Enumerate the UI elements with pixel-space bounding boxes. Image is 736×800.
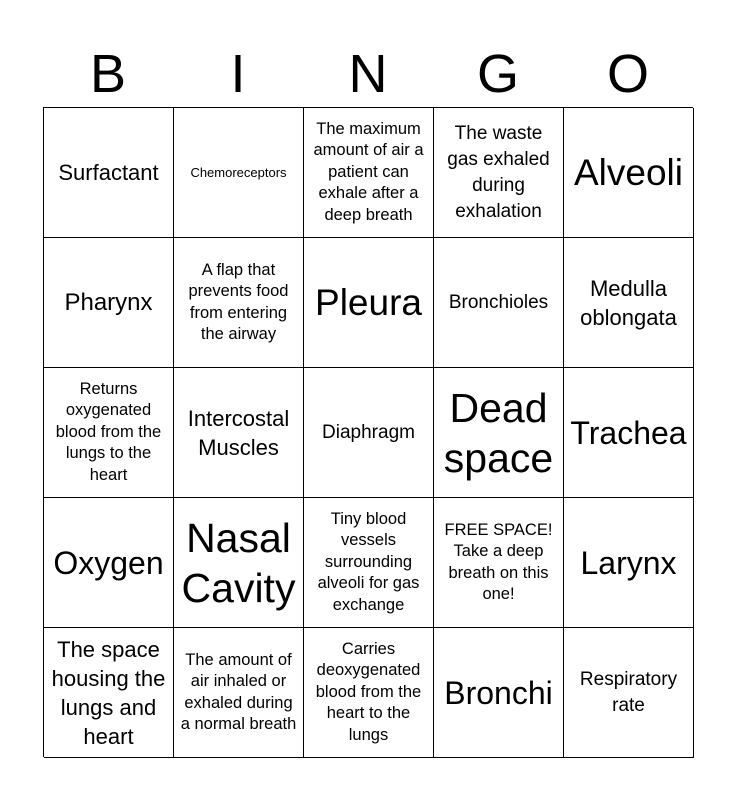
bingo-cell-r2-c0[interactable]	[44, 368, 174, 498]
cell-text: Diaphragm	[322, 421, 415, 443]
cell-text: The amount of air inhaled or exhaled during a normal breath	[180, 650, 297, 733]
header-letter-i: I	[230, 44, 246, 104]
bingo-card-grid	[43, 107, 693, 757]
bingo-cell-r0-c3[interactable]	[434, 108, 564, 238]
bingo-cell-r2-c1[interactable]	[174, 368, 304, 498]
bingo-cell-r3-c2[interactable]	[304, 498, 434, 628]
cell-text: Pleura	[315, 282, 422, 323]
bingo-cell-r0-c0[interactable]	[44, 108, 174, 238]
cell-text: Tiny blood vessels surrounding alveoli for gas exchange	[317, 509, 420, 614]
bingo-cell-r2-c2[interactable]	[304, 368, 434, 498]
cell-text: Respiratory rate	[579, 668, 678, 716]
bingo-cell-r4-c4[interactable]	[564, 628, 694, 758]
cell-text: Returns oxygenated blood from the lungs to the heart	[55, 379, 162, 484]
header-letter-b: B	[89, 44, 127, 104]
bingo-cell-r1-c3[interactable]	[434, 238, 564, 368]
cell-text: The maximum amount of air a patient can exhale after a deep breath	[313, 119, 424, 224]
cell-text: Carries deoxygenated blood from the heart to the lungs	[315, 639, 422, 744]
bingo-cell-r1-c4[interactable]	[564, 238, 694, 368]
cell-text: The waste gas exhaled during exhalation	[447, 122, 550, 222]
bingo-cell-r1-c1[interactable]	[174, 238, 304, 368]
cell-text: Bronchi	[444, 674, 553, 711]
bingo-cell-r1-c2[interactable]	[304, 238, 434, 368]
bingo-cell-r3-c4[interactable]	[564, 498, 694, 628]
bingo-cell-r2-c4[interactable]	[564, 368, 694, 498]
cell-text: Nasal Cavity	[181, 514, 296, 611]
cell-text: FREE SPACE! Take a deep breath on this one!	[444, 520, 553, 603]
cell-text: Surfactant	[58, 160, 159, 185]
bingo-cell-r4-c1[interactable]	[174, 628, 304, 758]
header-letter-o: O	[606, 44, 649, 104]
cell-text: Trachea	[570, 414, 687, 451]
header-letter-n: N	[348, 44, 388, 104]
bingo-cell-r2-c3[interactable]	[434, 368, 564, 498]
cell-text: The space housing the lungs and heart	[51, 636, 166, 749]
cell-text: Larynx	[580, 544, 677, 581]
bingo-cell-r4-c0[interactable]	[44, 628, 174, 758]
free-space-cell[interactable]	[434, 498, 564, 628]
cell-text: Dead space	[443, 384, 554, 481]
cell-text: Alveoli	[574, 152, 683, 193]
cell-text: Intercostal Muscles	[187, 405, 290, 460]
bingo-cell-r0-c2[interactable]	[304, 108, 434, 238]
bingo-header	[43, 40, 693, 108]
cell-text: A flap that prevents food from entering the airway	[188, 260, 289, 343]
bingo-cell-r0-c4[interactable]	[564, 108, 694, 238]
cell-text: Pharynx	[64, 288, 153, 316]
cell-text: Oxygen	[53, 544, 164, 581]
bingo-cell-r4-c2[interactable]	[304, 628, 434, 758]
header-letter-g: G	[476, 44, 519, 104]
bingo-cell-r3-c1[interactable]	[174, 498, 304, 628]
bingo-cell-r1-c0[interactable]	[44, 238, 174, 368]
bingo-cell-r3-c0[interactable]	[44, 498, 174, 628]
bingo-cell-r0-c1[interactable]	[174, 108, 304, 238]
bingo-cell-r4-c3[interactable]	[434, 628, 564, 758]
cell-text: Bronchioles	[448, 291, 549, 313]
cell-text: Chemoreceptors	[190, 164, 287, 180]
cell-text: Medulla oblongata	[580, 275, 677, 330]
